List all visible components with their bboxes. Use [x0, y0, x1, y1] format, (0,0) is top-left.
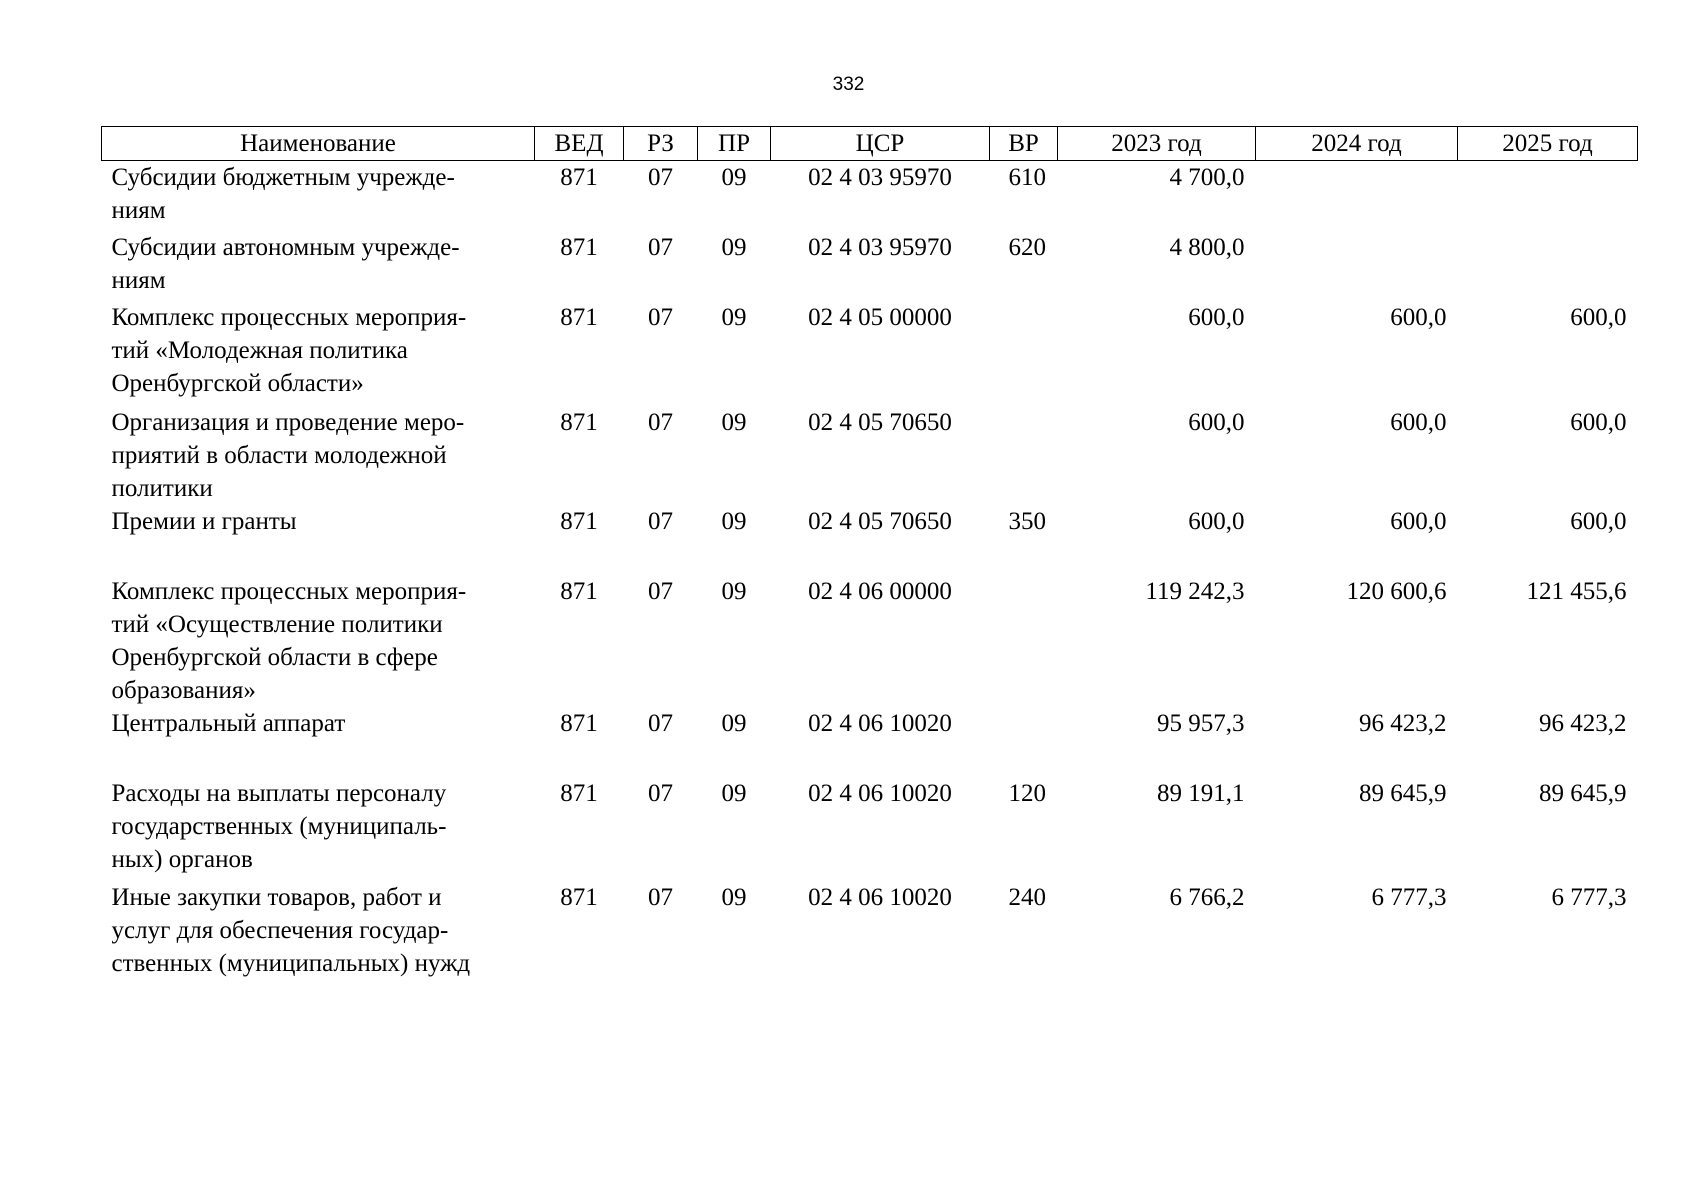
row-value-2025 [1458, 231, 1638, 301]
row-rz: 07 [648, 233, 673, 261]
row-ved: 871 [560, 164, 598, 191]
row-value-2025: 600,0 [1570, 507, 1627, 535]
row-name: Центральный аппарат [111, 709, 346, 737]
row-value-2023: 119 242,3 [1145, 577, 1245, 605]
header-2024: 2024 год [1256, 127, 1458, 161]
row-pr: 09 [721, 709, 747, 737]
row-vr: 240 [1008, 883, 1046, 911]
table-header-row [102, 127, 1638, 161]
row-name: Субсидии бюджетным учрежде- ниям [111, 164, 455, 224]
table-row [102, 231, 1638, 301]
header-rz: РЗ [624, 127, 698, 161]
row-csr: 02 4 05 70650 [808, 408, 952, 436]
row-name: Премии и гранты [111, 507, 297, 535]
budget-table [101, 126, 1638, 981]
row-name: Субсидии автономным учрежде- ниям [111, 233, 460, 294]
table-row [102, 777, 1638, 881]
row-csr: 02 4 05 70650 [808, 507, 952, 535]
row-name: Организация и проведение меро- приятий в области молодежной политики [111, 408, 465, 502]
row-value-2024 [1256, 231, 1458, 301]
row-vr: 610 [1008, 164, 1046, 191]
row-value-2023: 600,0 [1188, 408, 1245, 436]
row-pr: 09 [721, 408, 747, 436]
row-csr: 02 4 03 95970 [808, 164, 952, 191]
row-rz: 07 [648, 709, 673, 737]
table-row [102, 707, 1638, 777]
row-pr: 09 [721, 779, 747, 807]
row-value-2023: 4 700,0 [1169, 164, 1245, 191]
row-csr: 02 4 06 10020 [808, 709, 952, 737]
row-value-2024: 600,0 [1390, 408, 1447, 436]
row-value-2023: 600,0 [1188, 507, 1245, 535]
row-ved: 871 [560, 577, 598, 605]
row-ved: 871 [560, 883, 598, 911]
header-2025: 2025 год [1458, 127, 1638, 161]
row-rz: 07 [648, 779, 673, 807]
row-value-2023: 89 191,1 [1157, 779, 1245, 807]
table-row [102, 406, 1638, 505]
row-value-2025: 89 645,9 [1539, 779, 1627, 807]
row-vr: 120 [1008, 779, 1046, 807]
row-rz: 07 [648, 164, 673, 191]
row-csr: 02 4 06 10020 [808, 779, 952, 807]
row-value-2024: 89 645,9 [1359, 779, 1447, 807]
row-csr: 02 4 06 00000 [808, 577, 952, 605]
table-row [102, 575, 1638, 707]
row-value-2025: 96 423,2 [1539, 709, 1627, 737]
row-rz: 07 [648, 408, 673, 436]
header-name: Наименование [102, 127, 535, 161]
row-pr: 09 [721, 233, 747, 261]
row-name: Расходы на выплаты персоналу государственных (муниципаль- ных) органов [111, 779, 447, 873]
row-rz: 07 [648, 577, 673, 605]
row-value-2025: 6 777,3 [1551, 883, 1627, 911]
table-body [102, 161, 1638, 981]
header-ved: ВЕД [535, 127, 624, 161]
row-csr: 02 4 06 10020 [808, 883, 952, 911]
row-vr [990, 406, 1058, 505]
row-value-2024: 600,0 [1390, 303, 1447, 331]
row-value-2024: 6 777,3 [1371, 883, 1447, 911]
row-ved: 871 [560, 507, 598, 535]
header-vr: ВР [990, 127, 1058, 161]
table-row [102, 881, 1638, 981]
row-ved: 871 [560, 408, 598, 436]
row-pr: 09 [721, 507, 747, 535]
row-vr [990, 707, 1058, 777]
row-ved: 871 [560, 233, 598, 261]
row-rz: 07 [648, 883, 673, 911]
row-value-2024: 600,0 [1390, 507, 1447, 535]
row-csr: 02 4 03 95970 [808, 233, 952, 261]
row-ved: 871 [560, 303, 598, 331]
header-2023: 2023 год [1058, 127, 1256, 161]
row-pr: 09 [721, 577, 747, 605]
row-value-2024: 120 600,6 [1346, 577, 1447, 605]
row-ved: 871 [560, 709, 598, 737]
row-vr [990, 575, 1058, 707]
row-vr [990, 301, 1058, 406]
row-pr: 09 [721, 164, 747, 191]
header-csr: ЦСР [771, 127, 990, 161]
row-name: Иные закупки товаров, работ и услуг для обеспечения государ- ственных (муниципальных) нужд [111, 883, 471, 977]
header-pr: ПР [698, 127, 771, 161]
row-value-2023: 6 766,2 [1169, 883, 1245, 911]
row-vr: 350 [1008, 507, 1046, 535]
row-value-2025: 600,0 [1570, 408, 1627, 436]
row-value-2025: 121 455,6 [1526, 577, 1627, 605]
row-value-2025 [1458, 161, 1638, 231]
row-csr: 02 4 05 00000 [808, 303, 952, 331]
row-value-2023: 600,0 [1188, 303, 1245, 331]
row-pr: 09 [721, 883, 747, 911]
row-rz: 07 [648, 303, 673, 331]
row-name: Комплекс процессных мероприя- тий «Осуществление политики Оренбургской области в сфере образования» [111, 577, 467, 704]
row-pr: 09 [721, 303, 747, 331]
page-number: 332 [832, 74, 865, 95]
row-value-2025: 600,0 [1570, 303, 1627, 331]
row-rz: 07 [648, 507, 673, 535]
row-value-2023: 4 800,0 [1169, 233, 1245, 261]
table-row [102, 161, 1638, 231]
row-value-2024: 96 423,2 [1359, 709, 1447, 737]
row-vr: 620 [1008, 233, 1046, 261]
row-name: Комплекс процессных мероприя- тий «Молодежная политика Оренбургской области» [111, 303, 467, 397]
table-row [102, 505, 1638, 575]
row-ved: 871 [560, 779, 598, 807]
row-value-2023: 95 957,3 [1157, 709, 1245, 737]
table-row [102, 301, 1638, 406]
row-value-2024 [1256, 161, 1458, 231]
